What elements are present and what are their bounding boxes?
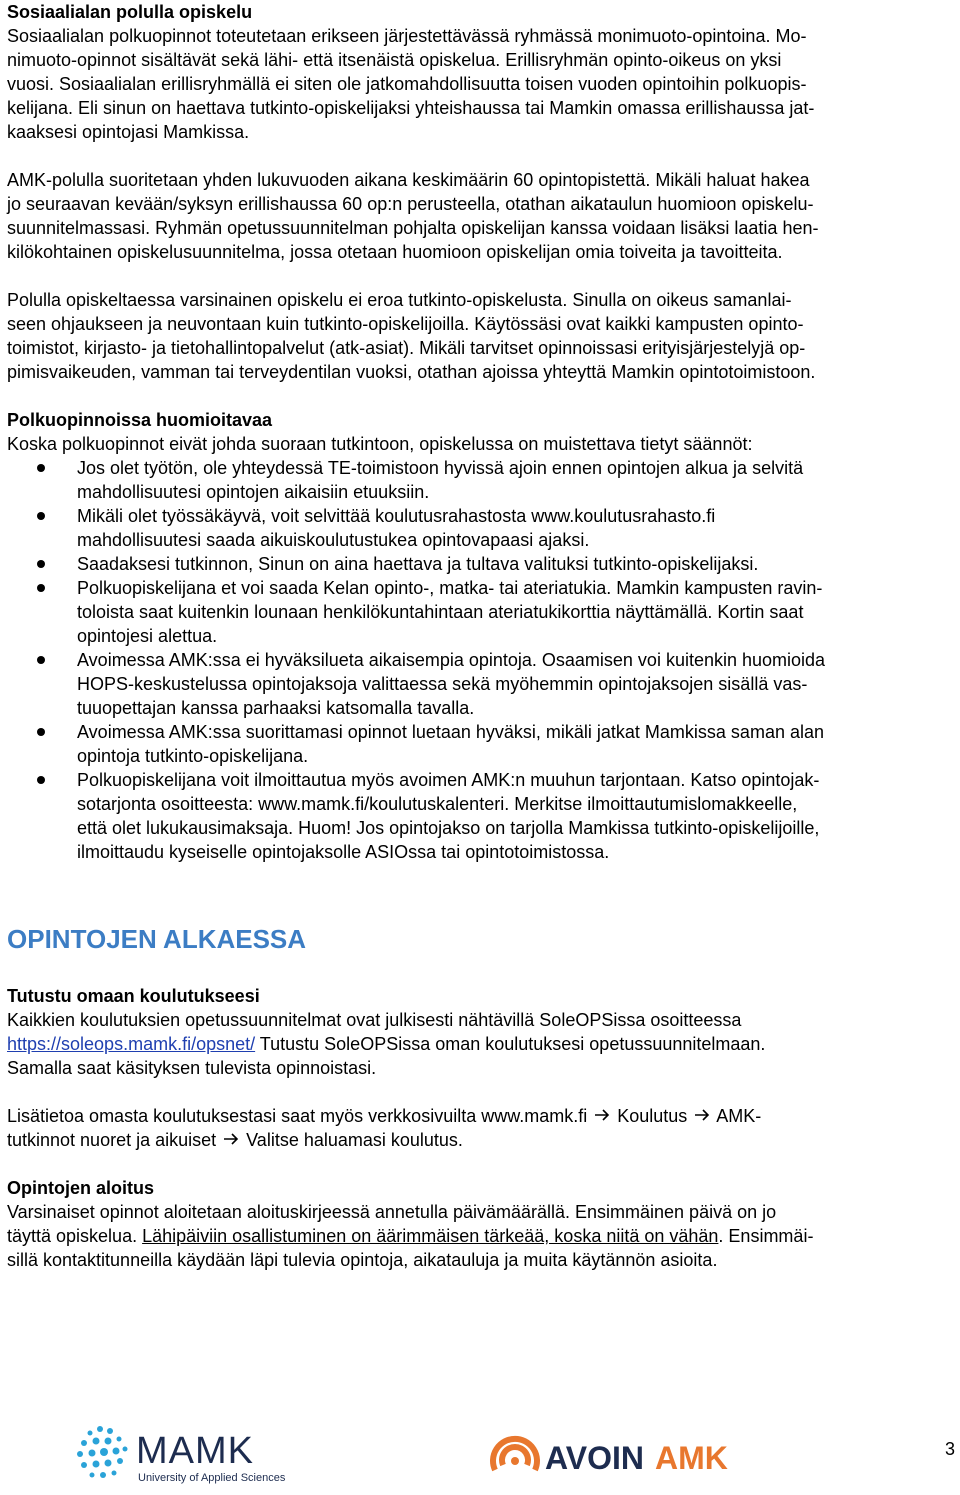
page-footer	[0, 1405, 960, 1495]
list-item-line: ilmoittaudu kyseiselle opintojaksolle ASIOssa tai opintotoimistossa.	[77, 842, 610, 862]
text-line: pimisvaikeuden, vamman tai terveydentilan vuoksi, otathan ajoissa yhteyttä Mamkin opintotoimistoon.	[7, 362, 816, 382]
list-item-line: Polkuopiskelijana et voi saada Kelan opinto-, matka- tai ateriatukia. Mamkin kampusten ravin-	[77, 578, 823, 598]
bullet-dot	[37, 512, 45, 520]
document-page	[7, 0, 953, 1272]
text-line: Sosiaalialan polkuopinnot toteutetaan erikseen järjestettävässä ryhmässä monimuoto-opintoina. Mo-	[7, 26, 807, 46]
text-line	[7, 1128, 953, 1152]
list-item-line: tuuopettajan kanssa parhaaksi katsomalla tavalla.	[77, 698, 475, 718]
text-line: jo seuraavan kevään/syksyn erillishaussa 60 op:n perusteella, otathan aikataulun huomioon opiskelu-	[7, 194, 814, 214]
text-line: Samalla saat käsityksen tulevista opinnoistasi.	[7, 1058, 377, 1078]
list-item-line: Avoimessa AMK:ssa suorittamasi opinnot luetaan hyväksi, mikäli jatkat Mamkissa saman alan	[77, 722, 824, 742]
text-fragment: . Ensimmäi-	[718, 1226, 814, 1246]
bullet-dot	[37, 584, 45, 592]
subheading-tutustu: Tutustu omaan koulutukseesi	[7, 986, 260, 1006]
underlined-emphasis: Lähipäiviin osallistuminen on äärimmäisen tärkeää, koska niitä on vähän	[142, 1226, 719, 1246]
list-item-line: Avoimessa AMK:ssa ei hyväksilueta aikaisempia opintoja. Osaamisen voi kuitenkin huomioida	[77, 650, 826, 670]
list-item	[7, 504, 953, 552]
text-line: kaaksesi opintojasi Mamkissa.	[7, 122, 250, 142]
section-title-opintojen-alkaessa: OPINTOJEN ALKAESSA	[7, 924, 307, 954]
heading-sosiaalialan: Sosiaalialan polulla opiskelu	[7, 2, 253, 22]
text-fragment: AMK-	[712, 1106, 762, 1126]
soleops-link[interactable]: https://soleops.mamk.fi/opsnet/	[7, 1034, 256, 1054]
text-fragment: Tutustu SoleOPSissa oman koulutuksesi opetussuunnitelmaan.	[255, 1034, 766, 1054]
bullet-dot	[37, 464, 45, 472]
svg-text:University of Applied Sciences: University of Applied Sciences	[138, 1472, 286, 1484]
text-line: toimistot, kirjasto- ja tietohallintopalvelut (atk-asiat). Mikäli tarvitset opinnoissasi erityisjärjestelyjä op-	[7, 338, 806, 358]
list-item	[7, 648, 953, 720]
text-line: seen ohjaukseen ja neuvontaan kuin tutkinto-opiskelijoilla. Käytössäsi ovat kaikki kampusten opinto-	[7, 314, 804, 334]
bullet-dot	[37, 776, 45, 784]
text-line: Polulla opiskeltaessa varsinainen opiskelu ei eroa tutkinto-opiskelusta. Sinulla on oikeus samanlai-	[7, 290, 792, 310]
list-item	[7, 456, 953, 504]
list-item-line: että olet lukukausimaksaja. Huom! Jos opintojakso on tarjolla Mamkissa tutkinto-opiskelijoille,	[77, 818, 820, 838]
text-line: sillä kontaktitunneilla käydään läpi tulevia opintoja, aikatauluja ja muita käytännön asioita.	[7, 1250, 718, 1270]
text-line: kilökohtainen opiskelusuunnitelma, jossa otetaan huomioon opiskelijan omia toiveita ja tavoitteita.	[7, 242, 783, 262]
text-line: vuosi. Sosiaalialan erillisryhmällä ei siten ole jatkomahdollisuutta toisen vuoden opintoihin polkuopis-	[7, 74, 807, 94]
bullet-dot	[37, 656, 45, 664]
list-item	[7, 576, 953, 648]
list-item-line: Jos olet työtön, ole yhteydessä TE-toimistoon hyvissä ajoin ennen opintojen alkua ja selvitä	[77, 458, 804, 478]
mamk-logo-icon	[70, 1419, 310, 1495]
page-number: 3	[945, 1439, 956, 1459]
list-item-line: Mikäli olet työssäkäyvä, voit selvittää koulutusrahastosta www.koulutusrahasto.fi	[77, 506, 716, 526]
text-line: nimuoto-opinnot sisältävät sekä lähi- että itsenäistä opiskelua. Erillisryhmän opinto-oikeus on yksi	[7, 50, 782, 70]
text-line	[7, 1032, 953, 1056]
list-item-line: mahdollisuutesi opintojen aikaisiin etuuksiin.	[77, 482, 430, 502]
arrow-right-icon	[223, 1128, 239, 1152]
heading-polkuopinnoissa: Polkuopinnoissa huomioitavaa	[7, 410, 273, 430]
text-line: kelijana. Eli sinun on haettava tutkinto-opiskelijaksi yhteishaussa tai Mamkin omassa erillishaussa jat-	[7, 98, 815, 118]
bullet-list	[7, 456, 953, 864]
list-item-line: mahdollisuutesi saada aikuiskoulutustukea opintovapaasi ajaksi.	[77, 530, 590, 550]
text-fragment: tutkinnot nuoret ja aikuiset	[7, 1130, 222, 1150]
list-item-line: Saadaksesi tutkinnon, Sinun on aina haettava ja tultava valituksi tutkinto-opiskelijaksi.	[77, 554, 759, 574]
svg-text:AVOIN: AVOIN	[545, 1440, 644, 1476]
text-fragment: täyttä opiskelua.	[7, 1226, 143, 1246]
list-item-line: opintojesi alettua.	[77, 626, 218, 646]
bullet-dot	[37, 560, 45, 568]
avoin-amk-logo-icon	[485, 1425, 745, 1491]
svg-text:AMK: AMK	[655, 1440, 728, 1476]
text-line: Koska polkuopinnot eivät johda suoraan tutkintoon, opiskelussa on muistettava tietyt säännöt:	[7, 434, 753, 454]
bullet-dot	[37, 728, 45, 736]
list-item	[7, 552, 953, 576]
text-line	[7, 1224, 953, 1248]
list-item-line: HOPS-keskustelussa opintojaksoja valittaessa sekä myöhemmin opintojaksojen sisällä vas-	[77, 674, 808, 694]
text-line: Varsinaiset opinnot aloitetaan aloituskirjeessä annetulla päivämäärällä. Ensimmäinen päivä on jo	[7, 1202, 777, 1222]
list-item-line: opintoja tutkinto-opiskelijana.	[77, 746, 309, 766]
list-item	[7, 768, 953, 864]
subheading-opintojen-aloitus: Opintojen aloitus	[7, 1178, 154, 1198]
list-item-line: Polkuopiskelijana voit ilmoittautua myös avoimen AMK:n muuhun tarjontaan. Katso opintojak-	[77, 770, 820, 790]
text-line: Kaikkien koulutuksien opetussuunnitelmat ovat julkisesti nähtävillä SoleOPSissa osoitteessa	[7, 1010, 742, 1030]
list-item	[7, 720, 953, 768]
arrow-right-icon	[694, 1104, 710, 1128]
text-fragment: Valitse haluamasi koulutus.	[241, 1130, 463, 1150]
mamk-logo-text: MAMK	[136, 1430, 254, 1472]
list-item-line: sotarjonta osoitteesta: www.mamk.fi/koulutuskalenteri. Merkitse ilmoittautumislomakkeelle,	[77, 794, 798, 814]
text-line	[7, 1104, 953, 1128]
text-line: AMK-polulla suoritetaan yhden lukuvuoden aikana keskimäärin 60 opintopistettä. Mikäli haluat hakea	[7, 170, 810, 190]
arrow-right-icon	[594, 1104, 610, 1128]
list-item-line: toloista saat kuitenkin lounaan henkilökuntahintaan ateriatukikorttia näyttämällä. Kortin saat	[77, 602, 804, 622]
text-line: suunnitelmassasi. Ryhmän opetussuunnitelman pohjalta opiskelijan kanssa voidaan lisäksi laatia hen-	[7, 218, 819, 238]
text-fragment: Lisätietoa omasta koulutuksestasi saat myös verkkosivuilta www.mamk.fi	[7, 1106, 588, 1126]
text-fragment: Koulutus	[612, 1106, 693, 1126]
